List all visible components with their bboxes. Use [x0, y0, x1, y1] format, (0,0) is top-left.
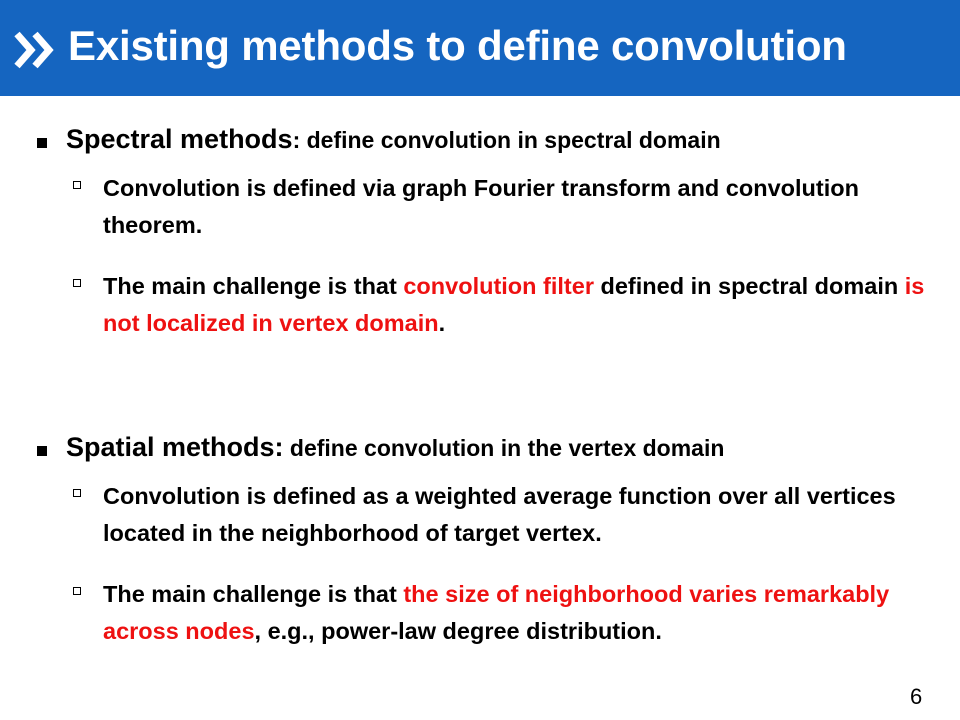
hollow-square-bullet-icon: [73, 587, 81, 595]
text-segment: Convolution is defined via graph Fourier transform and convolution theorem.: [103, 175, 859, 238]
main-bullet: [0, 124, 960, 164]
hollow-square-bullet-icon: [73, 181, 81, 189]
section-heading: Spatial methods:: [66, 432, 284, 462]
sub-bullet: [0, 268, 960, 342]
text-segment: .: [438, 310, 446, 336]
section-spectral-methods: [0, 124, 960, 342]
sub-bullet-text: [103, 576, 943, 650]
text-segment: defined in spectral domain: [593, 273, 905, 299]
text-segment: The main challenge is that: [103, 273, 404, 299]
section-heading: Spectral methods: [66, 124, 293, 154]
page-number: 6: [910, 684, 923, 709]
square-bullet-icon: [37, 446, 47, 456]
sub-bullet-text: [103, 478, 943, 552]
section-heading-description: define convolution in the vertex domain: [283, 435, 725, 461]
sub-bullet: [0, 576, 960, 650]
sub-bullet: [0, 170, 960, 244]
sub-bullet-text: [103, 268, 943, 342]
text-segment: Convolution is defined as a weighted average function over all vertices located in the neighborhood of target vertex.: [103, 483, 896, 546]
highlighted-text: the size of neighborhood varies remarkably across nodes: [103, 581, 890, 644]
text-segment: , e.g., power-law degree distribution.: [254, 618, 662, 644]
double-chevron-right-icon: [13, 30, 59, 70]
section-spatial-methods: [0, 432, 960, 650]
hollow-square-bullet-icon: [73, 489, 81, 497]
section-heading-description: : define convolution in spectral domain: [292, 127, 721, 153]
sub-bullet-text: [103, 170, 943, 244]
text-segment: The main challenge is that: [103, 581, 404, 607]
slide-header: [0, 0, 960, 96]
highlighted-text: is not localized in vertex domain: [103, 273, 925, 336]
square-bullet-icon: [37, 138, 47, 148]
slide-title: Existing methods to define convolution: [68, 22, 847, 69]
hollow-square-bullet-icon: [73, 279, 81, 287]
highlighted-text: convolution filter: [403, 273, 594, 299]
sub-bullet: [0, 478, 960, 552]
main-bullet: [0, 432, 960, 472]
